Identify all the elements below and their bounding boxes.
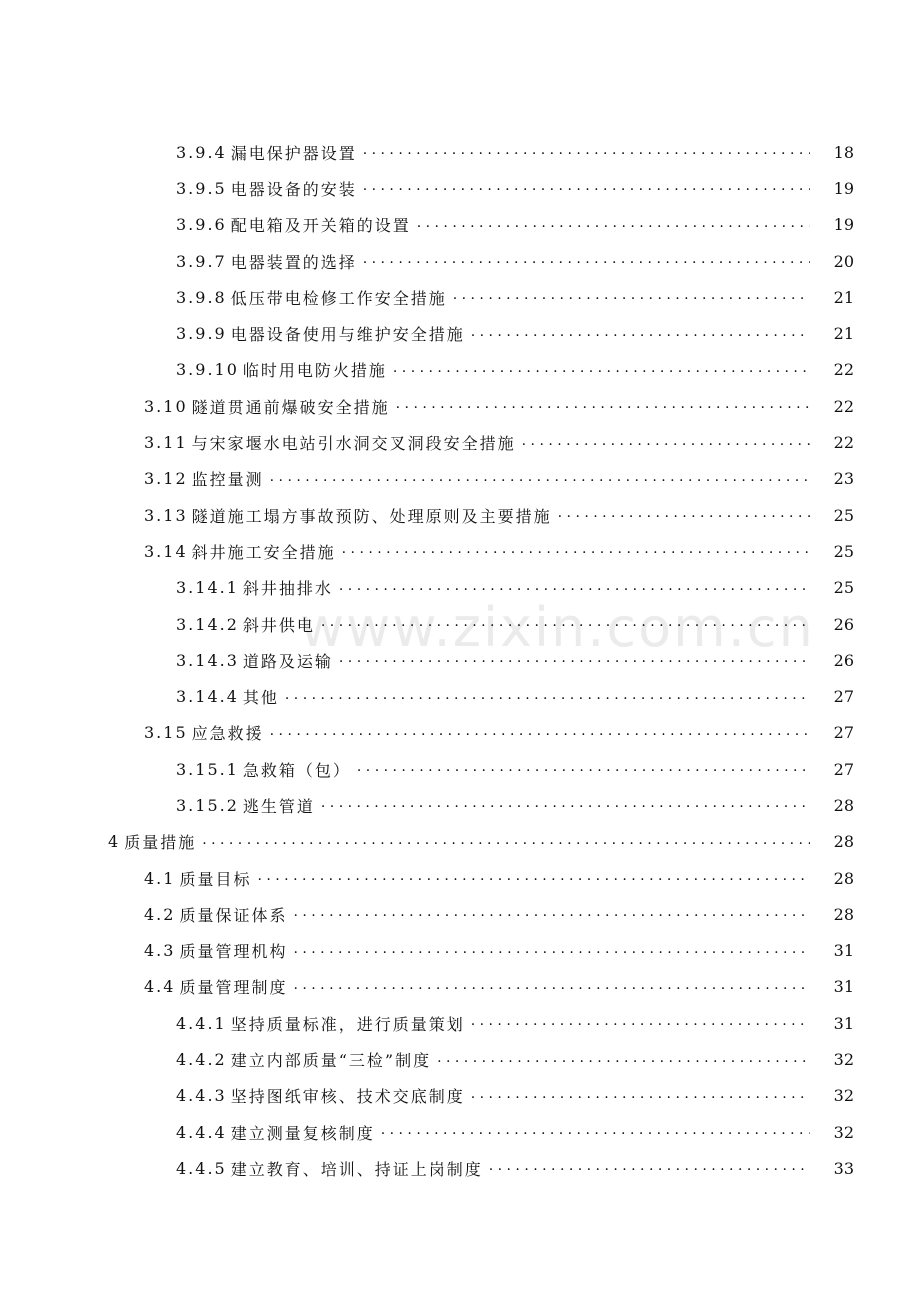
toc-entry-number: 3.9.4 — [176, 142, 227, 162]
toc-entry-page: 19 — [833, 178, 854, 198]
toc-leader-dots — [285, 687, 810, 707]
toc-entry-title: 坚持图纸审核、技术交底制度 — [230, 1087, 465, 1107]
toc-entry-page: 21 — [833, 324, 854, 344]
toc-leader-dots — [270, 723, 810, 743]
toc-entry[interactable] — [0, 751, 920, 787]
toc-entry-page: 27 — [833, 723, 854, 743]
toc-entry-page: 27 — [833, 759, 854, 779]
toc-entry[interactable] — [0, 461, 920, 497]
toc-entry[interactable] — [0, 1114, 920, 1150]
toc-entry-title: 低压带电检修工作安全措施 — [230, 288, 447, 308]
toc-entry-title: 质量管理机构 — [179, 942, 288, 962]
toc-entry[interactable] — [0, 315, 920, 351]
toc-entry[interactable] — [0, 207, 920, 243]
toc-entry-title: 逃生管道 — [242, 796, 315, 816]
toc-entry-title: 建立教育、培训、持证上岗制度 — [230, 1159, 483, 1179]
toc-entry-number: 4.4.4 — [176, 1122, 227, 1142]
toc-leader-dots — [453, 287, 810, 307]
toc-entry[interactable] — [0, 1041, 920, 1077]
toc-entry-number: 3.12 — [144, 469, 188, 489]
toc-entry-page: 28 — [833, 868, 854, 888]
toc-entry-page: 25 — [833, 578, 854, 598]
toc-entry-title: 与宋家堰水电站引水洞交叉洞段安全措施 — [191, 434, 516, 454]
toc-entry-number: 3.14.1 — [176, 578, 239, 598]
toc-entry-number: 4.4.2 — [176, 1050, 227, 1070]
toc-leader-dots — [321, 795, 810, 815]
toc-entry[interactable] — [0, 388, 920, 424]
toc-entry[interactable] — [0, 642, 920, 678]
toc-entry-title: 建立测量复核制度 — [230, 1123, 375, 1143]
toc-entry[interactable] — [0, 424, 920, 460]
toc-entry-number: 4.1 — [144, 868, 176, 888]
toc-entry-title: 斜井施工安全措施 — [191, 542, 336, 562]
toc-entry-page: 26 — [833, 650, 854, 670]
toc-entry-title: 应急救援 — [191, 724, 264, 744]
toc-entry[interactable] — [0, 279, 920, 315]
toc-entry-title: 坚持质量标准，进行质量策划 — [230, 1014, 465, 1034]
toc-entry-title: 配电箱及开关箱的设置 — [230, 216, 411, 236]
toc-entry-number: 3.15.2 — [176, 795, 239, 815]
toc-leader-dots — [396, 396, 810, 416]
toc-entry[interactable] — [0, 1005, 920, 1041]
toc-leader-dots — [489, 1158, 810, 1178]
toc-entry-number: 4.4.1 — [176, 1013, 227, 1033]
toc-entry-page: 28 — [833, 795, 854, 815]
toc-entry[interactable] — [0, 533, 920, 569]
toc-entry-page: 20 — [833, 251, 854, 271]
toc-entry-page: 33 — [833, 1158, 854, 1178]
toc-entry-page: 32 — [833, 1086, 854, 1106]
toc-leader-dots — [321, 614, 810, 634]
toc-entry-number: 3.14.2 — [176, 614, 239, 634]
toc-entry[interactable] — [0, 860, 920, 896]
toc-entry-number: 3.9.6 — [176, 215, 227, 235]
toc-leader-dots — [293, 941, 810, 961]
toc-entry[interactable] — [0, 570, 920, 606]
toc-entry-number: 3.14 — [144, 541, 188, 561]
watermark: www.zixin.com.cn — [300, 596, 815, 659]
toc-entry-number: 4.2 — [144, 904, 176, 924]
toc-leader-dots — [522, 433, 810, 453]
toc-entry-page: 25 — [833, 505, 854, 525]
toc-leader-dots — [293, 904, 810, 924]
toc-leader-dots — [363, 251, 810, 271]
toc-entry[interactable] — [0, 497, 920, 533]
toc-entry-page: 31 — [833, 1013, 854, 1033]
toc-entry-number: 3.9.9 — [176, 324, 227, 344]
toc-entry[interactable] — [0, 715, 920, 751]
toc-entry-page: 28 — [833, 904, 854, 924]
toc-entry-page: 31 — [833, 941, 854, 961]
toc-entry-page: 25 — [833, 541, 854, 561]
toc-leader-dots — [471, 1086, 810, 1106]
toc-entry-number: 3.15.1 — [176, 759, 239, 779]
toc-entry-title: 质量目标 — [179, 869, 252, 889]
toc-entry-title: 电器设备使用与维护安全措施 — [230, 325, 465, 345]
toc-entry[interactable] — [0, 606, 920, 642]
toc-entry-number: 4.3 — [144, 941, 176, 961]
toc-leader-dots — [202, 832, 810, 852]
toc-entry-title: 监控量测 — [191, 470, 264, 490]
toc-entry-page: 22 — [833, 433, 854, 453]
toc-leader-dots — [257, 868, 810, 888]
toc-leader-dots — [363, 178, 810, 198]
toc-entry-page: 18 — [833, 142, 854, 162]
toc-entry-title: 隧道施工塌方事故预防、处理原则及主要措施 — [191, 506, 552, 526]
toc-entry-title: 电器装置的选择 — [230, 252, 357, 272]
toc-entry[interactable] — [0, 933, 920, 969]
toc-entry-title: 斜井供电 — [242, 615, 315, 635]
toc-entry-page: 31 — [833, 977, 854, 997]
toc-entry-number: 3.9.10 — [176, 360, 239, 380]
toc-entry-title: 隧道贯通前爆破安全措施 — [191, 397, 390, 417]
toc-leader-dots — [363, 142, 810, 162]
toc-entry-title: 质量保证体系 — [179, 905, 288, 925]
toc-leader-dots — [381, 1122, 810, 1142]
toc-entry-number: 3.14.4 — [176, 687, 239, 707]
toc-entry-title: 建立内部质量“三检”制度 — [230, 1051, 432, 1071]
toc-entry-page: 32 — [833, 1050, 854, 1070]
toc-entry-title: 道路及运输 — [242, 651, 333, 671]
toc-entry-number: 3.9.7 — [176, 251, 227, 271]
toc-entry-title: 急救箱（包） — [242, 760, 351, 780]
toc-leader-dots — [339, 650, 810, 670]
toc-entry-number: 3.10 — [144, 396, 188, 416]
toc-entry[interactable] — [0, 824, 920, 860]
toc-entry-title: 质量管理制度 — [179, 978, 288, 998]
toc-entry-page: 28 — [833, 832, 854, 852]
table-of-contents — [0, 134, 920, 1187]
toc-entry[interactable] — [0, 243, 920, 279]
toc-entry[interactable] — [0, 1150, 920, 1186]
toc-leader-dots — [270, 469, 810, 489]
toc-leader-dots — [471, 1013, 810, 1033]
toc-entry-title: 电器设备的安装 — [230, 179, 357, 199]
toc-leader-dots — [437, 1050, 810, 1070]
toc-entry-number: 3.9.5 — [176, 178, 227, 198]
toc-entry-number: 3.15 — [144, 723, 188, 743]
toc-entry-number: 4.4.5 — [176, 1158, 227, 1178]
toc-entry[interactable] — [0, 352, 920, 388]
toc-entry-title: 漏电保护器设置 — [230, 143, 357, 163]
toc-entry[interactable] — [0, 896, 920, 932]
toc-leader-dots — [558, 505, 810, 525]
toc-entry[interactable] — [0, 170, 920, 206]
toc-entry-number: 3.9.8 — [176, 287, 227, 307]
toc-entry-page: 27 — [833, 687, 854, 707]
toc-entry-title: 其他 — [242, 688, 279, 708]
toc-entry-page: 22 — [833, 360, 854, 380]
toc-leader-dots — [393, 360, 810, 380]
toc-leader-dots — [357, 759, 810, 779]
toc-leader-dots — [471, 324, 810, 344]
toc-entry-number: 4.4.3 — [176, 1086, 227, 1106]
toc-entry-number: 4 — [108, 832, 121, 852]
toc-entry-page: 19 — [833, 215, 854, 235]
toc-entry-number: 3.11 — [144, 433, 188, 453]
toc-entry-number: 3.14.3 — [176, 650, 239, 670]
toc-entry-page: 22 — [833, 396, 854, 416]
toc-entry-page: 23 — [833, 469, 854, 489]
toc-entry-title: 斜井抽排水 — [242, 579, 333, 599]
toc-leader-dots — [342, 541, 810, 561]
toc-entry[interactable] — [0, 787, 920, 823]
toc-entry-page: 26 — [833, 614, 854, 634]
toc-entry[interactable] — [0, 1078, 920, 1114]
toc-entry-number: 3.13 — [144, 505, 188, 525]
toc-entry[interactable] — [0, 969, 920, 1005]
toc-entry-page: 32 — [833, 1122, 854, 1142]
toc-entry[interactable] — [0, 134, 920, 170]
toc-entry-page: 21 — [833, 287, 854, 307]
toc-entry-title: 质量措施 — [124, 833, 197, 853]
toc-entry[interactable] — [0, 678, 920, 714]
toc-leader-dots — [417, 215, 810, 235]
toc-entry-number: 4.4 — [144, 977, 176, 997]
toc-leader-dots — [293, 977, 810, 997]
toc-entry-title: 临时用电防火措施 — [242, 361, 387, 381]
toc-leader-dots — [339, 578, 810, 598]
